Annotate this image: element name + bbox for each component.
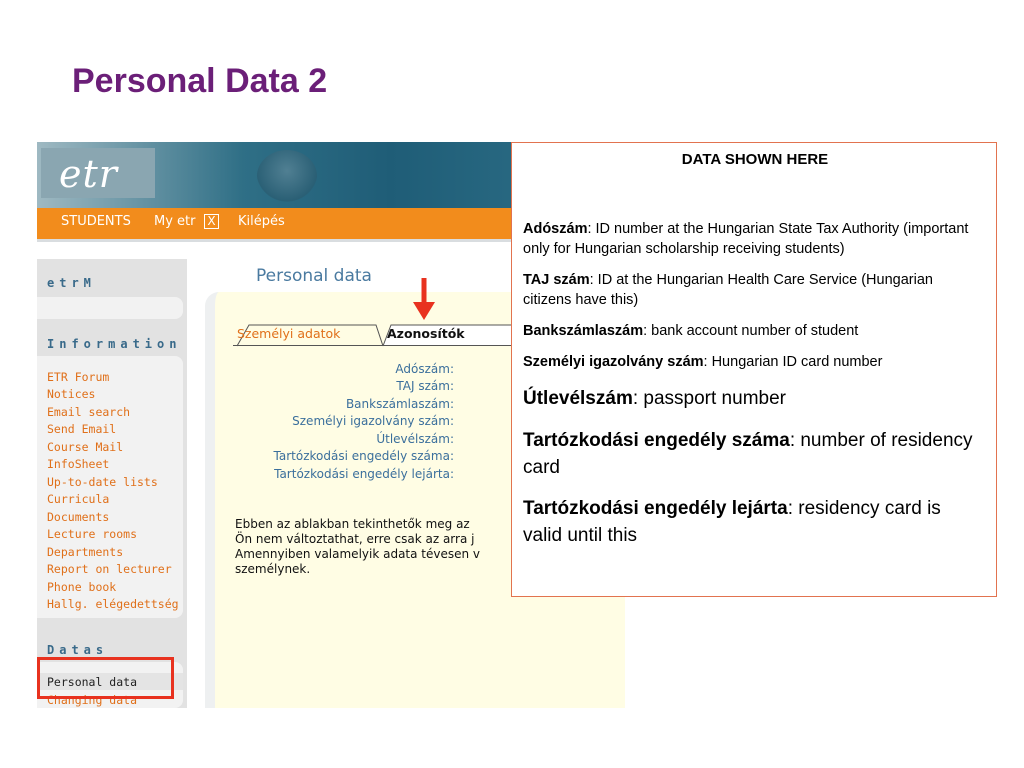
nav-my-etr[interactable]: My etr bbox=[154, 214, 196, 229]
field-label-id-card: Személyi igazolvány szám: bbox=[292, 414, 454, 428]
info-item bbox=[523, 385, 985, 412]
sidebar-link-phone-book[interactable]: Phone book bbox=[47, 580, 117, 594]
info-item bbox=[523, 219, 985, 259]
paragraph-line: Amennyiben valamelyik adata tévesen v bbox=[235, 547, 481, 561]
info-item bbox=[523, 270, 985, 310]
info-item bbox=[523, 321, 985, 341]
sidebar-etrm-box bbox=[37, 297, 183, 319]
paragraph-line: személynek. bbox=[235, 562, 311, 576]
banner-decoration bbox=[257, 150, 317, 202]
sidebar-link-course-mail[interactable]: Course Mail bbox=[47, 440, 124, 454]
info-term: Tartózkodási engedély lejárta bbox=[523, 498, 788, 519]
info-desc: : passport number bbox=[632, 388, 786, 409]
highlight-box bbox=[37, 657, 174, 699]
info-item bbox=[523, 495, 985, 549]
page-title: Personal data bbox=[256, 266, 372, 286]
sidebar-heading-information: Information bbox=[47, 337, 182, 351]
info-paragraph bbox=[235, 517, 535, 577]
info-term: TAJ szám bbox=[523, 272, 590, 288]
info-desc: : ID number at the Hungarian State Tax Authority (important only for Hungarian scholarship receiving students) bbox=[523, 221, 969, 257]
sidebar-link-curricula[interactable]: Curricula bbox=[47, 492, 110, 506]
field-label-residency-expiry: Tartózkodási engedély lejárta: bbox=[274, 467, 454, 481]
field-label-passport: Útlevélszám: bbox=[376, 432, 454, 446]
sidebar-link-notices[interactable]: Notices bbox=[47, 387, 96, 401]
sidebar-link-email-search[interactable]: Email search bbox=[47, 405, 131, 419]
nav-logout[interactable]: Kilépés bbox=[238, 214, 285, 229]
sidebar-link-send-email[interactable]: Send Email bbox=[47, 422, 117, 436]
sidebar-link-personal-data[interactable]: Personal data bbox=[47, 675, 138, 689]
info-callout bbox=[511, 142, 997, 597]
sidebar-link-documents[interactable]: Documents bbox=[47, 510, 110, 524]
slide-title: Personal Data 2 bbox=[72, 62, 328, 100]
tab-identifiers[interactable]: Azonosítók bbox=[387, 326, 465, 341]
paragraph-line: Ebben az ablakban tekinthetők meg az bbox=[235, 517, 470, 531]
paragraph-line: Ön nem változtathat, erre csak az arra j bbox=[235, 532, 475, 546]
nav-students[interactable]: STUDENTS bbox=[61, 214, 131, 229]
info-term: Útlevélszám bbox=[523, 388, 633, 409]
sidebar-link-etr-forum[interactable]: ETR Forum bbox=[47, 370, 110, 384]
sidebar-link-report-on-lecturer[interactable]: Report on lecturer bbox=[47, 562, 172, 576]
sidebar-link-changing-data[interactable]: Changing data bbox=[47, 693, 138, 707]
info-term: Személyi igazolvány szám bbox=[523, 354, 704, 370]
tab-personal-details[interactable]: Személyi adatok bbox=[237, 326, 341, 341]
field-label-bank-account: Bankszámlaszám: bbox=[345, 397, 454, 411]
sidebar-link-infosheet[interactable]: InfoSheet bbox=[47, 457, 110, 471]
info-desc: : residency card is valid until this bbox=[523, 498, 941, 546]
sidebar-link-satisfaction[interactable]: Hallg. elégedettség bbox=[47, 597, 179, 611]
info-item bbox=[523, 352, 985, 372]
field-label-tax-id: Adószám: bbox=[395, 362, 454, 376]
sidebar-heading-datas: Datas bbox=[47, 643, 109, 657]
field-label-taj: TAJ szám: bbox=[396, 379, 454, 393]
etr-logo bbox=[41, 148, 155, 198]
info-desc: : number of residency card bbox=[523, 430, 973, 478]
info-term: Bankszámlaszám bbox=[523, 323, 644, 339]
close-icon[interactable]: X bbox=[204, 214, 219, 229]
info-item bbox=[523, 427, 985, 481]
sidebar-link-departments[interactable]: Departments bbox=[47, 545, 124, 559]
info-term: Tartózkodási engedély száma bbox=[523, 430, 790, 451]
info-title: DATA SHOWN HERE bbox=[681, 151, 829, 168]
info-desc: : Hungarian ID card number bbox=[703, 354, 883, 370]
red-arrow-icon bbox=[413, 278, 435, 322]
info-term: Adószám bbox=[523, 221, 588, 237]
sidebar-link-up-to-date-lists[interactable]: Up-to-date lists bbox=[47, 475, 158, 489]
info-desc: : bank account number of student bbox=[643, 323, 859, 339]
info-desc: : ID at the Hungarian Health Care Service (Hungarian citizens have this) bbox=[523, 272, 933, 308]
logo-text: etr bbox=[59, 152, 118, 196]
sidebar-link-lecture-rooms[interactable]: Lecture rooms bbox=[47, 527, 138, 541]
field-label-residency-number: Tartózkodási engedély száma: bbox=[273, 449, 454, 463]
sidebar-heading-etrm: etrM bbox=[47, 276, 96, 290]
